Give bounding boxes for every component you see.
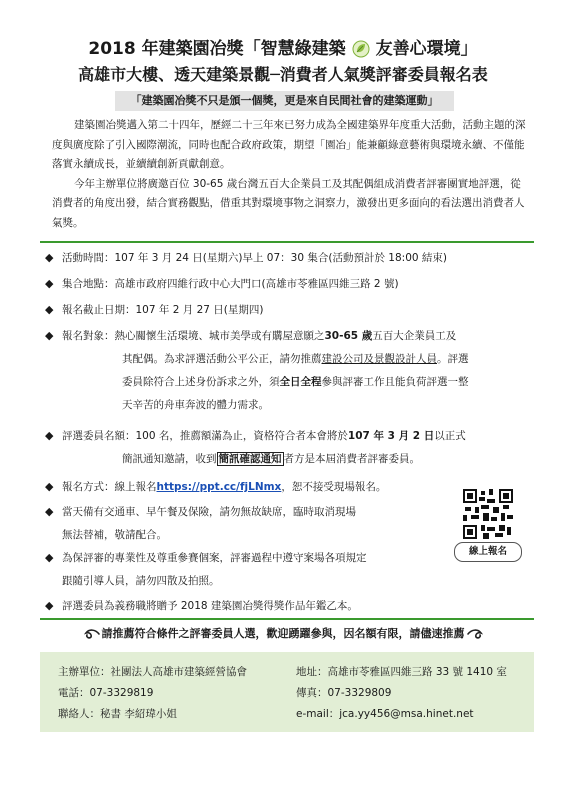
- detail-insurance-line1: 當天備有交通車、早午餐及保險，請勿無故缺席，臨時取消現場: [62, 506, 356, 518]
- section-divider-bottom: [40, 618, 534, 620]
- footer-contact: 聯絡人：秘書 李紹瑋小姐: [58, 708, 177, 720]
- detail-quota-line1: 評選委員名額：100 名，推薦額滿為止，資格符合者本會將於107 年 3 月 2 日以正式: [62, 430, 466, 442]
- ornament-left-icon: [84, 628, 100, 640]
- footer-fax: 傳真：07-3329809: [296, 687, 392, 699]
- detail-signup-text: 報名方式：線上報名https://ppt.cc/fjLNmx，恕不接受現場報名。: [62, 481, 387, 493]
- closing-call-to-action: 請推薦符合條件之評審委員人選，歡迎踴躍參與，因名額有限，請儘速推薦: [0, 624, 566, 644]
- intro-paragraph-1: 建築園冶獎邁入第二十四年，歷經二十三年來已努力成為全國建築界年度重大活動，活動主題的深度與廣度除了引入國際潮流，同時也配合政府政策，期望「園冶」能兼顧綠意藝術與環境永續、不僅能落實永續成長，並續續創新貢獻創意。: [52, 119, 526, 170]
- qr-signup-block: [448, 489, 528, 562]
- qr-label: 線上報名: [454, 542, 522, 562]
- bullet-icon: ◆: [45, 551, 54, 564]
- leaf-logo-icon: [352, 40, 370, 58]
- bullet-icon: ◆: [45, 251, 54, 264]
- bullet-icon: ◆: [45, 480, 54, 493]
- section-divider-top: [40, 241, 534, 243]
- detail-target-line4: 天辛苦的舟車奔波的體力需求。: [122, 399, 269, 411]
- footer-phone: 電話：07-3329819: [58, 687, 154, 699]
- detail-deadline-text: 報名截止日期：107 年 2 月 27 日(星期四): [62, 304, 264, 316]
- bullet-icon: ◆: [45, 277, 54, 290]
- bullet-icon: ◆: [45, 505, 54, 518]
- qr-code-icon[interactable]: [463, 489, 513, 539]
- title-part1: 2018 年建築園冶獎「智慧綠建築: [88, 39, 346, 59]
- detail-gift-text: 評選委員為義務職將贈予 2018 建築園冶獎得獎作品年鑑乙本。: [62, 600, 358, 612]
- detail-target-line2: 其配偶。為求評選活動公平公正，請勿推薦建設公司及景觀設計人員。評選: [122, 353, 469, 365]
- page-subtitle: 高雄市大樓、透天建築景觀─消費者人氣獎評審委員報名表: [78, 65, 488, 84]
- footer-email[interactable]: e-mail：jca.yy456@msa.hinet.net: [296, 708, 474, 720]
- detail-target-line1: 報名對象：熱心關懷生活環境、城市美學或有購屋意願之30-65 歲五百大企業員工及: [62, 330, 457, 342]
- bullet-icon: ◆: [45, 599, 54, 612]
- detail-quota-line2: 簡訊通知邀請，收到 簡訊確認通知 者方是本屆消費者評審委員。: [122, 453, 420, 465]
- signup-link[interactable]: https://ppt.cc/fjLNmx: [156, 481, 282, 493]
- sms-confirmation-notice: 簡訊確認通知: [218, 453, 282, 465]
- bullet-icon: ◆: [45, 303, 54, 316]
- footer-address: 地址：高雄市苓雅區四維三路 33 號 1410 室: [296, 666, 507, 678]
- ornament-right-icon: [467, 628, 483, 640]
- title-part2: 友善心環境」: [375, 39, 478, 59]
- detail-time-text: 活動時間：107 年 3 月 24 日(星期六)早上 07：30 集合(活動預計於 18:00 結束): [62, 252, 447, 264]
- bullet-icon: ◆: [45, 329, 54, 342]
- detail-insurance-line2: 無法替補，敬請配合。: [62, 529, 167, 541]
- detail-item-target: [40, 325, 534, 425]
- detail-item-quota: [40, 425, 534, 475]
- organizer-footer: [40, 652, 534, 732]
- detail-location-text: 集合地點：高雄市政府四維行政中心大門口(高雄市苓雅區四維三路 2 號): [62, 278, 399, 290]
- detail-privacy-line1: 為保評審的專業性及尊重參賽個案，評審過程中遵守案場各項規定: [62, 552, 367, 564]
- detail-target-line3: 委員除符合上述身份訴求之外，須全日全程參與評審工作且能負荷評選一整: [122, 376, 469, 388]
- intro-paragraph-2: 今年主辦單位將廣邀百位 30-65 歲台灣五百大企業員工及其配偶組成消費者評審團實地評選，從消費者的角度出發，結合實務觀點，借重其對環境事物之洞察力，激發出更多面向的看法選出消費者人氣獎。: [52, 177, 525, 229]
- footer-organizer: 主辦單位：社團法人高雄市建築經營協會: [58, 666, 247, 678]
- intro-section: [52, 116, 530, 233]
- detail-privacy-line2: 跟隨引導人員，請勿四散及拍照。: [62, 575, 220, 587]
- slogan-banner: 「建築園冶獎不只是頒一個獎，更是來自民間社會的建築運動」: [115, 91, 454, 111]
- bullet-icon: ◆: [45, 429, 54, 442]
- page-title: [0, 38, 566, 60]
